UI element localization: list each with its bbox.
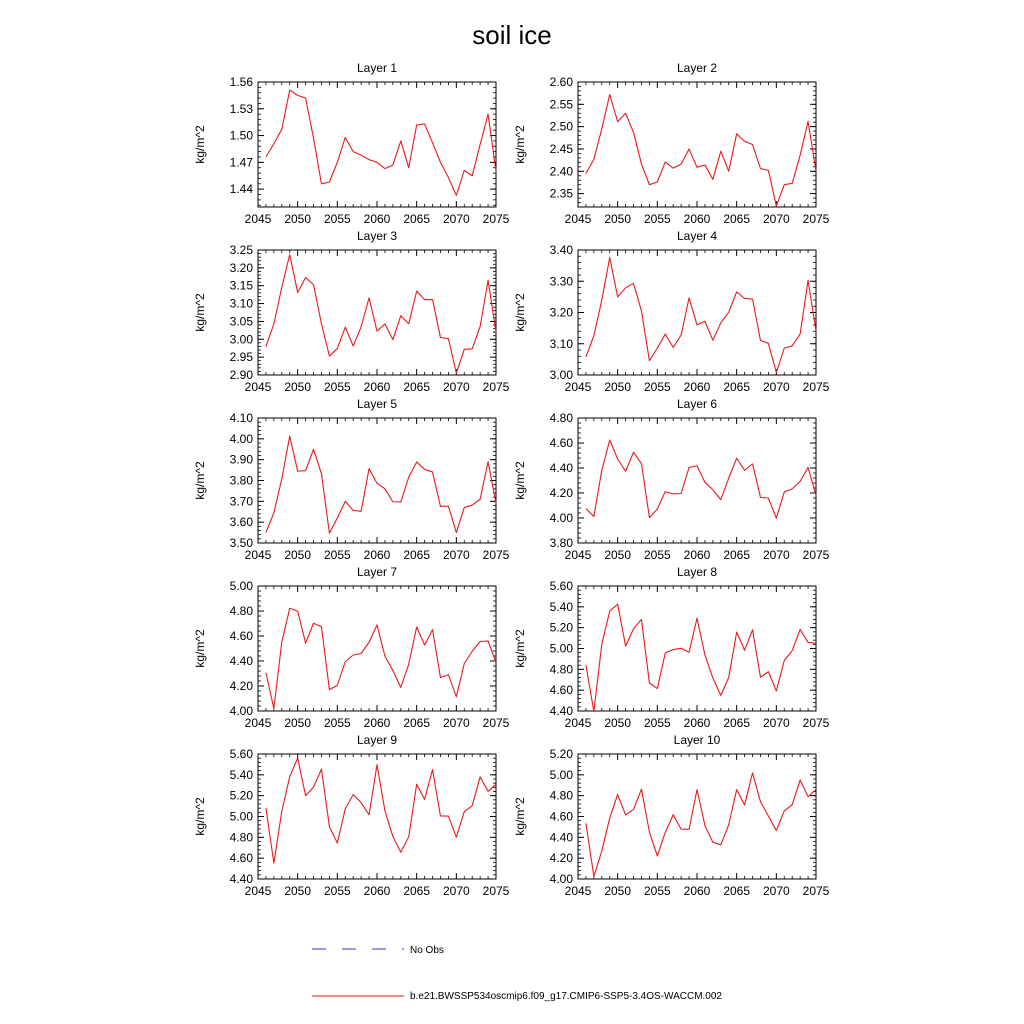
x-tick-label: 2060 [363, 884, 391, 898]
x-tick-label: 2045 [564, 212, 592, 226]
x-tick-label: 2075 [802, 716, 830, 730]
series-line [266, 436, 496, 533]
y-tick-label: 5.60 [549, 579, 573, 593]
y-axis-label: kg/m^2 [193, 125, 207, 164]
x-tick-label: 2075 [482, 716, 510, 730]
x-tick-label: 2060 [683, 380, 711, 394]
y-tick-label: 1.44 [229, 182, 253, 197]
x-tick-label: 2050 [604, 548, 632, 562]
chart-layer-6 [513, 397, 830, 562]
y-tick-label: 4.80 [229, 604, 253, 618]
x-tick-label: 2075 [482, 212, 510, 226]
x-tick-label: 2055 [323, 548, 351, 562]
x-tick-label: 2050 [604, 380, 632, 394]
y-tick-label: 3.80 [229, 473, 253, 488]
y-tick-label: 3.20 [229, 260, 253, 275]
y-tick-label: 5.20 [549, 747, 573, 761]
x-tick-label: 2060 [683, 716, 711, 730]
y-tick-label: 4.40 [549, 461, 573, 475]
x-tick-label: 2055 [643, 380, 671, 394]
legend-obs-label: No Obs [410, 945, 444, 956]
x-tick-label: 2055 [323, 380, 351, 394]
y-tick-label: 5.60 [229, 747, 253, 761]
x-tick-label: 2050 [604, 212, 632, 226]
y-tick-label: 3.40 [549, 243, 573, 257]
y-tick-label: 3.80 [549, 536, 573, 550]
x-tick-label: 2050 [604, 884, 632, 898]
y-tick-label: 3.70 [229, 494, 253, 509]
chart-layer-5 [193, 397, 510, 562]
x-tick-label: 2045 [564, 716, 592, 730]
y-axis-label: kg/m^2 [193, 797, 207, 836]
y-axis-label: kg/m^2 [193, 461, 207, 500]
chart-layer-10 [513, 733, 830, 898]
y-tick-label: 4.60 [229, 629, 253, 643]
chart-layer-8 [513, 565, 830, 730]
plot-frame [258, 418, 496, 543]
plot-frame [578, 82, 816, 207]
x-tick-label: 2050 [604, 716, 632, 730]
x-tick-label: 2065 [403, 380, 431, 394]
x-tick-label: 2050 [284, 212, 312, 226]
y-axis-label: kg/m^2 [513, 293, 527, 332]
chart-title: Layer 8 [676, 565, 718, 579]
x-tick-label: 2065 [403, 212, 431, 226]
chart-title: Layer 5 [356, 397, 398, 411]
chart-title: Layer 2 [676, 61, 718, 75]
plot-frame [578, 586, 816, 711]
y-tick-label: 4.00 [549, 872, 573, 886]
y-tick-label: 4.20 [229, 679, 253, 693]
chart-layer-1 [193, 61, 510, 226]
x-tick-label: 2060 [363, 212, 391, 226]
y-tick-label: 4.00 [549, 511, 573, 525]
x-tick-label: 2060 [363, 716, 391, 730]
x-tick-label: 2065 [723, 884, 751, 898]
x-tick-label: 2070 [762, 380, 790, 394]
y-tick-label: 2.90 [229, 368, 253, 382]
y-tick-label: 4.00 [229, 704, 253, 718]
y-tick-label: 4.00 [229, 431, 253, 446]
figure-title: soil ice [472, 20, 552, 50]
chart-title: Layer 1 [356, 61, 398, 75]
chart-title: Layer 6 [676, 397, 718, 411]
y-tick-label: 3.90 [229, 452, 253, 467]
x-tick-label: 2045 [564, 548, 592, 562]
y-tick-label: 5.40 [229, 767, 253, 782]
y-tick-label: 4.40 [229, 654, 253, 668]
x-tick-label: 2070 [442, 716, 470, 730]
y-tick-label: 4.60 [229, 851, 253, 866]
y-tick-label: 4.40 [229, 872, 253, 886]
series-line [586, 773, 816, 877]
y-tick-label: 4.60 [549, 683, 573, 698]
y-tick-label: 4.60 [549, 436, 573, 450]
y-tick-label: 3.15 [229, 278, 253, 293]
x-tick-label: 2070 [442, 212, 470, 226]
y-tick-label: 5.40 [549, 599, 573, 614]
y-tick-label: 3.20 [549, 305, 573, 320]
x-tick-label: 2060 [363, 380, 391, 394]
x-tick-label: 2055 [323, 884, 351, 898]
series-line [266, 90, 496, 195]
y-tick-label: 2.55 [549, 97, 573, 112]
x-tick-label: 2060 [683, 884, 711, 898]
x-tick-label: 2070 [762, 716, 790, 730]
x-tick-label: 2070 [762, 884, 790, 898]
chart-title: Layer 10 [673, 733, 721, 747]
chart-title: Layer 9 [356, 733, 398, 747]
y-tick-label: 4.60 [549, 809, 573, 824]
plot-frame [258, 82, 496, 207]
y-tick-label: 1.56 [229, 75, 253, 89]
chart-title: Layer 4 [676, 229, 718, 243]
x-tick-label: 2045 [564, 380, 592, 394]
y-tick-label: 5.20 [549, 620, 573, 635]
chart-layer-3 [193, 229, 510, 394]
x-tick-label: 2075 [802, 380, 830, 394]
y-tick-label: 4.80 [229, 830, 253, 845]
y-tick-label: 4.20 [549, 851, 573, 866]
x-tick-label: 2060 [683, 548, 711, 562]
x-tick-label: 2075 [802, 884, 830, 898]
x-tick-label: 2065 [723, 548, 751, 562]
x-tick-label: 2060 [363, 548, 391, 562]
x-tick-label: 2065 [723, 212, 751, 226]
x-tick-label: 2045 [564, 884, 592, 898]
x-tick-label: 2045 [244, 380, 272, 394]
y-tick-label: 2.50 [549, 119, 573, 134]
x-tick-label: 2060 [683, 212, 711, 226]
x-tick-label: 2065 [403, 716, 431, 730]
x-tick-label: 2065 [403, 884, 431, 898]
y-tick-label: 4.80 [549, 788, 573, 803]
x-tick-label: 2070 [442, 380, 470, 394]
y-tick-label: 4.10 [229, 411, 253, 425]
x-tick-label: 2055 [643, 212, 671, 226]
x-tick-label: 2055 [323, 212, 351, 226]
y-tick-label: 2.35 [549, 186, 573, 201]
x-tick-label: 2045 [244, 716, 272, 730]
x-tick-label: 2065 [723, 380, 751, 394]
x-tick-label: 2070 [762, 212, 790, 226]
x-tick-label: 2045 [244, 212, 272, 226]
y-tick-label: 2.45 [549, 141, 573, 156]
plot-frame [258, 754, 496, 879]
plot-frame [258, 586, 496, 711]
y-tick-label: 3.10 [229, 296, 253, 311]
x-tick-label: 2045 [244, 548, 272, 562]
y-tick-label: 2.95 [229, 350, 253, 365]
x-tick-label: 2045 [244, 884, 272, 898]
y-axis-label: kg/m^2 [513, 125, 527, 164]
legend [312, 945, 722, 1002]
chart-layer-4 [513, 229, 830, 394]
y-axis-label: kg/m^2 [513, 629, 527, 668]
y-tick-label: 2.60 [549, 75, 573, 89]
y-axis-label: kg/m^2 [513, 461, 527, 500]
x-tick-label: 2070 [442, 548, 470, 562]
x-tick-label: 2065 [723, 716, 751, 730]
panels [193, 61, 830, 898]
y-tick-label: 5.00 [229, 809, 253, 824]
series-line [586, 95, 816, 207]
x-tick-label: 2065 [403, 548, 431, 562]
y-tick-label: 4.40 [549, 704, 573, 718]
x-tick-label: 2050 [284, 716, 312, 730]
y-tick-label: 5.20 [229, 788, 253, 803]
x-tick-label: 2055 [323, 716, 351, 730]
x-tick-label: 2055 [643, 716, 671, 730]
x-tick-label: 2050 [284, 380, 312, 394]
y-tick-label: 3.00 [549, 368, 573, 382]
y-tick-label: 2.40 [549, 164, 573, 179]
x-tick-label: 2055 [643, 884, 671, 898]
chart-title: Layer 7 [356, 565, 398, 579]
y-tick-label: 3.05 [229, 314, 253, 329]
y-tick-label: 5.00 [549, 767, 573, 782]
y-tick-label: 4.20 [549, 486, 573, 500]
y-tick-label: 1.47 [229, 155, 253, 170]
y-tick-label: 5.00 [549, 641, 573, 656]
y-tick-label: 3.25 [229, 243, 253, 257]
chart-layer-7 [193, 565, 510, 730]
series-line [266, 255, 496, 374]
x-tick-label: 2075 [802, 548, 830, 562]
y-axis-label: kg/m^2 [193, 629, 207, 668]
y-tick-label: 1.53 [229, 101, 253, 116]
series-line [586, 258, 816, 373]
x-tick-label: 2075 [482, 380, 510, 394]
series-line [586, 440, 816, 518]
x-tick-label: 2055 [643, 548, 671, 562]
x-tick-label: 2075 [802, 212, 830, 226]
plot-frame [578, 754, 816, 879]
series-line [266, 758, 496, 863]
x-tick-label: 2050 [284, 884, 312, 898]
y-tick-label: 3.00 [229, 332, 253, 347]
y-tick-label: 4.80 [549, 662, 573, 677]
series-line [586, 604, 816, 711]
y-tick-label: 3.50 [229, 536, 253, 550]
x-tick-label: 2070 [442, 884, 470, 898]
x-tick-label: 2075 [482, 884, 510, 898]
chart-title: Layer 3 [356, 229, 398, 243]
y-tick-label: 4.40 [549, 830, 573, 845]
x-tick-label: 2075 [482, 548, 510, 562]
y-axis-label: kg/m^2 [193, 293, 207, 332]
y-tick-label: 1.50 [229, 128, 253, 143]
y-tick-label: 3.10 [549, 336, 573, 351]
y-tick-label: 3.60 [229, 515, 253, 530]
y-axis-label: kg/m^2 [513, 797, 527, 836]
y-tick-label: 5.00 [229, 579, 253, 593]
chart-layer-9 [193, 733, 510, 898]
plot-frame [578, 418, 816, 543]
plot-frame [578, 250, 816, 375]
y-tick-label: 4.80 [549, 411, 573, 425]
chart-layer-2 [513, 61, 830, 226]
x-tick-label: 2070 [762, 548, 790, 562]
legend-run-label: b.e21.BWSSP534oscmip6.f09_g17.CMIP6-SSP5-3.4OS-WACCM.002 [410, 991, 722, 1002]
plot-frame [258, 250, 496, 375]
y-tick-label: 3.30 [549, 274, 573, 289]
series-line [266, 608, 496, 708]
x-tick-label: 2050 [284, 548, 312, 562]
